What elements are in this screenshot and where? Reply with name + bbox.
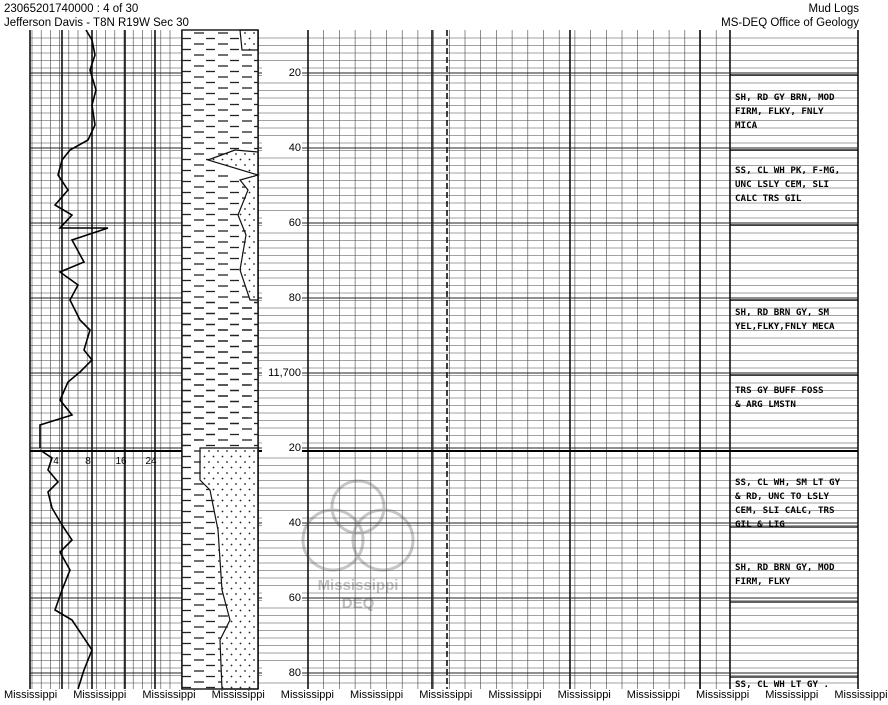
- depth-label: 60: [288, 592, 301, 604]
- footer-watermark-item: Mississippi: [419, 689, 473, 701]
- description-line: TRS GY BUFF FOSS: [735, 385, 824, 396]
- footer-watermark-item: Mississippi: [280, 689, 334, 701]
- depth-label: 80: [288, 667, 301, 679]
- scale-label: 16: [115, 456, 127, 467]
- description-line: CEM, SLI CALC, TRS: [735, 505, 835, 516]
- scale-label: 8: [85, 456, 91, 467]
- depth-label: 20: [288, 442, 301, 454]
- lithology-column: [182, 30, 258, 689]
- footer-watermark-item: Mississippi: [4, 689, 58, 701]
- depth-label: 20: [288, 67, 301, 79]
- description-line: & ARG LMSTN: [735, 399, 796, 410]
- depth-label: 40: [288, 517, 301, 529]
- depth-label: 80: [288, 292, 301, 304]
- watermark-line2: DEQ: [341, 595, 375, 612]
- depth-label: 40: [288, 142, 301, 154]
- footer-watermark-item: Mississippi: [142, 689, 196, 701]
- sandstone-fill: [240, 30, 258, 50]
- document-type: Mud Logs: [808, 3, 859, 15]
- description-line: CALC TRS GIL: [735, 193, 802, 204]
- footer-watermark-item: Mississippi: [488, 689, 542, 701]
- description-line: SH, RD BRN GY, MOD: [735, 562, 835, 573]
- watermark-footer: [0, 689, 888, 705]
- mdeq-watermark: [303, 481, 413, 612]
- footer-watermark-item: Mississippi: [765, 689, 819, 701]
- depth-label: 11,700: [268, 367, 301, 379]
- description-line: SS, CL WH PK, F-MG,: [735, 165, 841, 176]
- description-line: MICA: [735, 120, 758, 131]
- agency-name: MS-DEQ Office of Geology: [721, 17, 859, 29]
- document-id: 23065201740000 : 4 of 30: [4, 3, 139, 15]
- description-line: SH, RD BRN GY, SM: [735, 307, 830, 318]
- description-line: YEL,FLKY,FNLY MECA: [735, 321, 835, 332]
- footer-watermark-item: Mississippi: [626, 689, 680, 701]
- chart-grid: [30, 30, 858, 689]
- watermark-line1: Mississippi: [317, 577, 399, 594]
- footer-watermark-item: Mississippi: [834, 689, 888, 701]
- footer-watermark-item: Mississippi: [557, 689, 611, 701]
- depth-labels: [53, 65, 302, 679]
- description-line: FIRM, FLKY: [735, 576, 791, 587]
- scale-label: 4: [53, 456, 59, 467]
- description-line: UNC LSLY CEM, SLI: [735, 179, 830, 190]
- footer-watermark-item: Mississippi: [696, 689, 750, 701]
- description-line: GIL & LIG: [735, 519, 785, 530]
- footer-watermark-item: Mississippi: [350, 689, 404, 701]
- description-line: SS, CL WH, SM LT GY: [735, 477, 841, 488]
- description-line: SS, CL WH LT GY .: [735, 679, 830, 690]
- scale-label: 24: [145, 456, 157, 467]
- footer-watermark-item: Mississippi: [73, 689, 127, 701]
- depth-label: 60: [288, 217, 301, 229]
- description-line: FIRM, FLKY, FNLY: [735, 106, 824, 117]
- description-line: SH, RD GY BRN, MOD: [735, 92, 835, 103]
- footer-watermark-item: Mississippi: [211, 689, 265, 701]
- well-location: Jefferson Davis - T8N R19W Sec 30: [4, 17, 189, 29]
- mud-log-scan: [0, 30, 865, 689]
- description-line: & RD, UNC TO LSLY: [735, 491, 830, 502]
